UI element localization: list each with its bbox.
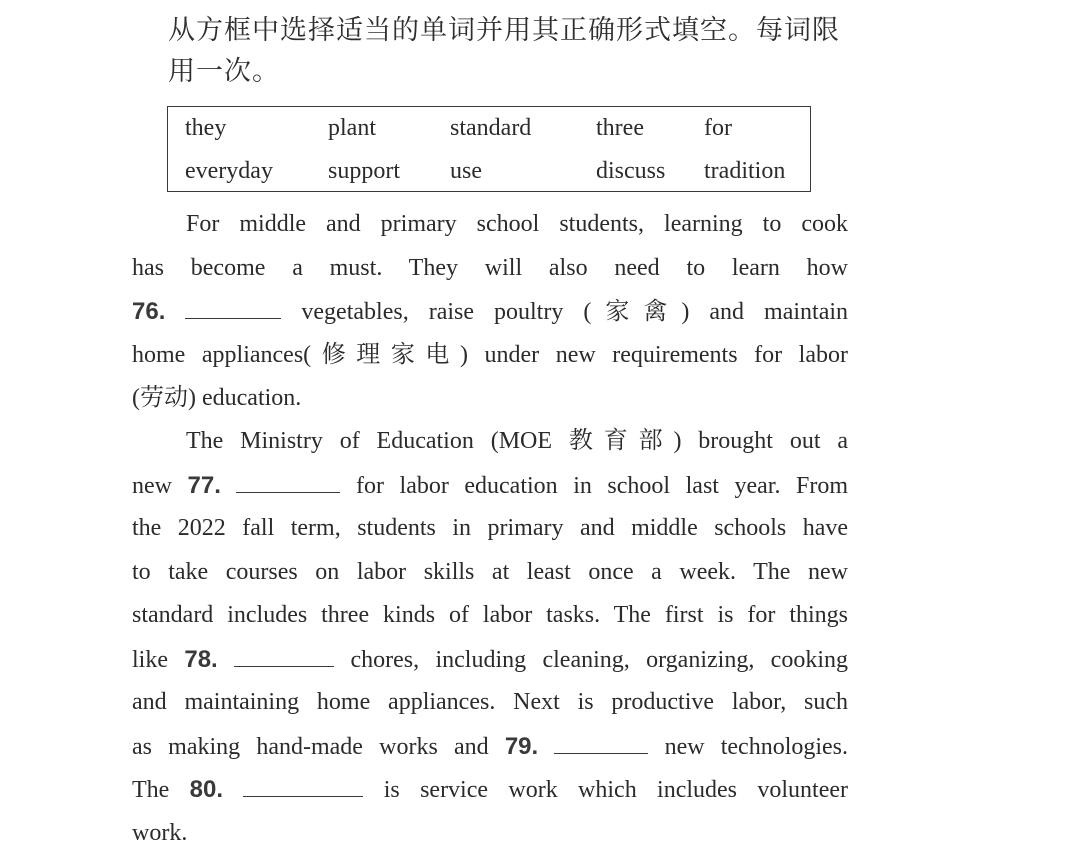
paragraph-text: vegetables, raise poultry (家禽) and maintain — [301, 299, 849, 325]
paragraph-text: new technologies. — [664, 733, 849, 760]
word-standard: standard — [450, 115, 532, 141]
paragraph-line — [132, 464, 848, 508]
paragraph-text: new — [132, 472, 172, 499]
paragraph-line: the 2022 fall term, students in primary and middle schools have — [132, 515, 848, 541]
paragraph-line — [132, 768, 848, 812]
paragraph-line: to take courses on labor skills at least once a week. The new — [132, 558, 848, 585]
paragraph-line: has become a must. They will also need to learn how — [132, 254, 848, 281]
instructions-line-1: 从方框中选择适当的单词并用其正确形式填空。每词限 — [168, 15, 840, 46]
paragraph-line: The Ministry of Education (MOE 教育部) brought out a — [186, 428, 848, 454]
paragraph-text: for labor education in school last year. From — [356, 472, 849, 499]
paragraph-line: (劳动) education. — [132, 385, 302, 411]
instructions-line-2: 用一次。 — [168, 56, 280, 87]
answer-blank-78[interactable] — [234, 642, 334, 667]
word-support: support — [328, 158, 400, 184]
paragraph-line — [132, 638, 848, 682]
blank-number-80: 80. — [189, 776, 224, 803]
instructions — [168, 10, 858, 92]
paragraph-text: as making hand-made works and — [132, 733, 489, 760]
word-use: use — [450, 158, 482, 184]
blank-number-76: 76. — [132, 298, 166, 325]
paragraph-line: work. — [132, 819, 188, 846]
paragraph-text: chores, including cleaning, organizing, cooking — [350, 646, 848, 673]
paragraph-line: For middle and primary school students, learning to cook — [186, 211, 848, 237]
paragraph-1 — [132, 203, 848, 421]
word-for: for — [704, 115, 732, 141]
word-discuss: discuss — [596, 158, 666, 184]
answer-blank-79[interactable] — [554, 729, 648, 754]
answer-blank-77[interactable] — [236, 468, 340, 493]
answer-blank-80[interactable] — [243, 772, 363, 797]
word-tradition: tradition — [704, 158, 786, 184]
paragraph-2 — [132, 420, 848, 855]
paragraph-text: The — [132, 777, 170, 803]
paragraph-line: home appliances(修理家电) under new requirements for labor — [132, 341, 848, 368]
word-plant: plant — [328, 115, 376, 141]
paragraph-line: and maintaining home appliances. Next is productive labor, such — [132, 689, 848, 715]
blank-number-78: 78. — [184, 645, 218, 673]
paragraph-line — [132, 725, 848, 769]
word-box — [167, 106, 811, 192]
blank-number-77: 77. — [187, 471, 221, 499]
answer-blank-76[interactable] — [185, 294, 281, 319]
word-they: they — [185, 115, 227, 141]
word-everyday: everyday — [185, 158, 273, 184]
blank-number-79: 79. — [504, 732, 539, 760]
paragraph-line: standard includes three kinds of labor tasks. The first is for things — [132, 602, 848, 628]
paragraph-line — [132, 290, 848, 334]
paragraph-text: is service work which includes volunteer — [383, 777, 848, 803]
word-three: three — [596, 115, 644, 141]
paragraph-text: like — [132, 646, 168, 673]
